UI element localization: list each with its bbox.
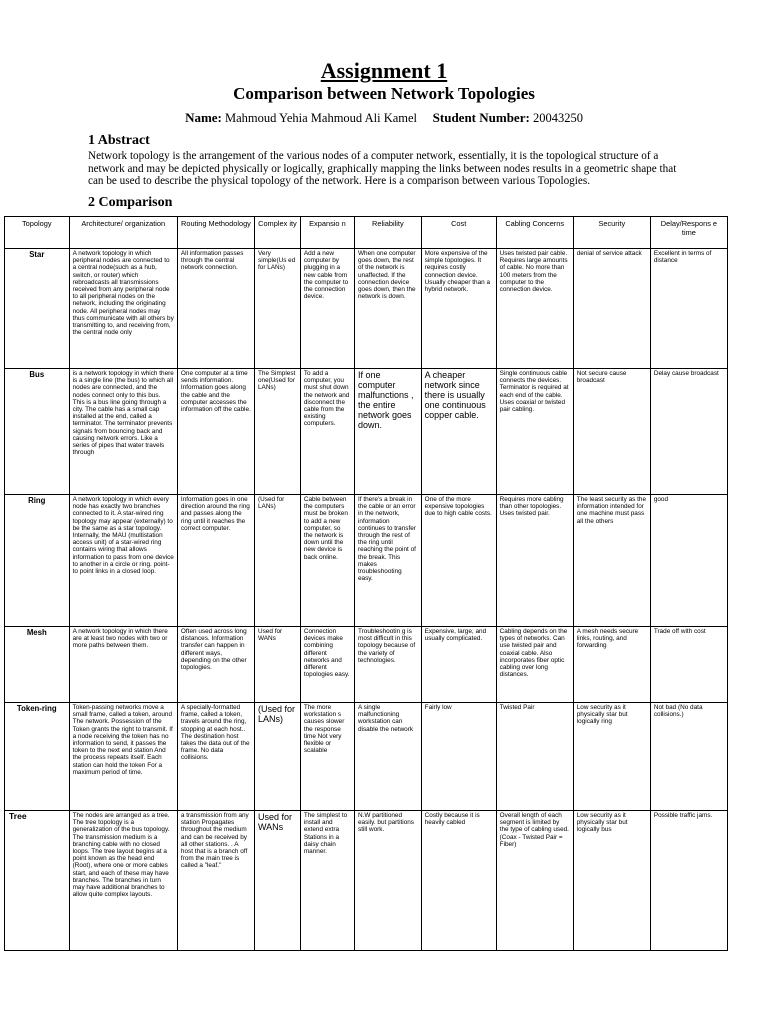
topology-cell: Ring [5, 495, 70, 627]
table-cell: Cable between the computers must be broken to add a new computer, so the network is down until the new device is back online. [300, 495, 354, 627]
table-cell: Very simple(Us ed for LANs) [255, 249, 301, 369]
table-header-row [5, 217, 728, 249]
table-cell: Not secure cause broadcast [573, 369, 650, 495]
table-cell: good [650, 495, 727, 627]
table-cell: A specially-formatted frame, called a token, travels around the ring, stopping at each host.. The destination host takes the data out of the frame. No data collisions. [177, 703, 254, 811]
table-cell: Connection devices make combining different networks and different topologies easy. [300, 627, 354, 703]
student-number-label: Student Number: [432, 110, 530, 125]
header-cell: Architecture/ organization [69, 217, 177, 249]
comparison-table [4, 216, 728, 951]
table-cell: The simplest to install and extend extra Stations in a daisy chain manner. [300, 811, 354, 951]
header-cell: Reliability [355, 217, 422, 249]
table-cell: Twisted Pair [496, 703, 573, 811]
table-row [5, 811, 728, 951]
name-label: Name: [185, 110, 222, 125]
table-cell: N.W partitioned easily. but partitions still work. [355, 811, 422, 951]
table-cell: When one computer goes down, the rest of the network is unaffected. If the connection device goes down, then the network is down. [355, 249, 422, 369]
table-cell: One computer at a time sends information. Information goes along the cable and the computer accesses the information off the cable. [177, 369, 254, 495]
table-cell: If one computer malfunctions , the entire network goes down. [355, 369, 422, 495]
table-cell: Excellent in terms of distance [650, 249, 727, 369]
table-cell: Costly because it is heavily cabled [421, 811, 496, 951]
table-cell: Overall length of each segment is limited by the type of cabling used. (Coax - Twisted Pair = Fiber) [496, 811, 573, 951]
table-cell: Single continuous cable connects the devices. Terminator is required at each end of the cable. Uses coaxial or twisted pair cabling. [496, 369, 573, 495]
table-cell: All information passes through the central network connection. [177, 249, 254, 369]
name-value: Mahmoud Yehia Mahmoud Ali Kamel [225, 111, 418, 125]
table-cell: Used for WANs [255, 627, 301, 703]
comparison-heading: 2 Comparison [88, 195, 173, 210]
student-number-value: 20043250 [532, 111, 583, 125]
student-info-line [0, 110, 768, 126]
table-cell: The Simplest one(Used for LANs) [255, 369, 301, 495]
table-cell: Low security as it physically star but logically bus [573, 811, 650, 951]
table-cell: To add a computer, you must shut down the network and disconnect the cable from the existing computers. [300, 369, 354, 495]
table-cell: Delay cause broadcast [650, 369, 727, 495]
header-cell: Topology [5, 217, 70, 249]
table-cell: Information goes in one direction around the ring and passes along the ring until it reaches the correct computer. [177, 495, 254, 627]
topology-cell: Token-ring [5, 703, 70, 811]
table-cell: Cabling depends on the types of networks. Can use twisted pair and coaxial cable. Also incorporates fiber optic cabling over long distances. [496, 627, 573, 703]
table-cell: Fairly low [421, 703, 496, 811]
table-cell: Add a new computer by plugging in a new cable from the computer to the connection device. [300, 249, 354, 369]
table-cell: The more workstation s causes slower the response time Not very flexible or scalable [300, 703, 354, 811]
topology-cell: Bus [5, 369, 70, 495]
header-cell: Complex ity [255, 217, 301, 249]
abstract-text: Network topology is the arrangement of the various nodes of a computer network, essentially, it is the topological structure of a network and may be depicted physically or logically, graphically mapping the links between nodes results in a geometric shape that can be used to describe the physical topology of the network. Here is a comparison between various Topologies. [88, 150, 677, 187]
topology-cell: Star [5, 249, 70, 369]
table-cell: denial of service attack [573, 249, 650, 369]
header-cell: Expansio n [300, 217, 354, 249]
table-cell: A cheaper network since there is usually one continuous copper cable. [421, 369, 496, 495]
topology-cell: Tree [5, 811, 70, 951]
abstract-heading: 1 Abstract [88, 133, 150, 148]
table-cell: is a network topology in which there is a single line (the bus) to which all nodes are connected, and the nodes connect only to this bus. This is a bus line going through a city. The cable has a small cap installed at the end, called a terminator. The terminator prevents signals from bouncing back and causing network errors. Like a series of pipes that water travels through [69, 369, 177, 495]
table-cell: The least security as the information intended for one machine must pass all the others [573, 495, 650, 627]
table-cell: a transmission from any station Propagates throughout the medium and can be received by all other stations. . A host that is a branch off from the main tree is called a "leaf." [177, 811, 254, 951]
table-cell: Trade off with cost [650, 627, 727, 703]
table-cell: Troubleshootin g is most difficult in this topology because of the variety of technologies. [355, 627, 422, 703]
table-cell: Used for WANs [255, 811, 301, 951]
header-cell: Routing Methodology [177, 217, 254, 249]
table-cell: Token-passing networks move a small frame, called a token, around The network. Possession of the Token grants the right to transmit. If a node receiving the token has no information to send, it passes the token to the next end station And the process repeats itself. Each station can hold the token For a maximum period of time. [69, 703, 177, 811]
table-row [5, 703, 728, 811]
table-row [5, 369, 728, 495]
table-cell: Often used across long distances. Information transfer can happen in different ways, depending on the other topologies. [177, 627, 254, 703]
table-cell: Requires more cabling than other topologies. Uses twisted pair. [496, 495, 573, 627]
table-cell: Not bad (No data collisions.) [650, 703, 727, 811]
table-cell: The nodes are arranged as a tree. The tree topology is a generalization of the bus topology. The transmission medium is a branching cable with no closed loops. The tree layout begins at a point known as the head end (Root), where one or more cables start, and each of these may have branches. The branches in turn may have additional branches to allow quite complex layouts. [69, 811, 177, 951]
table-row [5, 495, 728, 627]
table-cell: (Used for LANs) [255, 495, 301, 627]
table-cell: A mesh needs secure links, routing, and forwarding [573, 627, 650, 703]
topology-cell: Mesh [5, 627, 70, 703]
table-cell: A network topology in which peripheral nodes are connected to a central node(such as a hub, switch, or router) which rebroadcasts all transmissions received from any peripheral node to all peripheral nodes on the network, including the originating node. All peripheral nodes may thus communicate with all others by transmitting to, and receiving from, the central node only [69, 249, 177, 369]
header-cell: Delay/Respons e time [650, 217, 727, 249]
table-cell: One of the more expensive topologies due to high cable costs. [421, 495, 496, 627]
assignment-subtitle: Comparison between Network Topologies [233, 84, 535, 103]
header-cell: Security [573, 217, 650, 249]
table-cell: A network topology in which there are at least two nodes with two or more paths between them. [69, 627, 177, 703]
table-cell: A network topology in which every node has exactly two branches connected to it. A star-wired ring topology may appear (externally) to be the same as a star topology. Internally, the MAU (multistation access unit) of a star-wired ring contains wiring that allows information to pass from one device to another in a circle or ring. point-to point links in a closed loop. [69, 495, 177, 627]
table-cell: Expensive, large, and usually complicated. [421, 627, 496, 703]
table-cell: More expensive of the simple topologies. It requires costly connection device. Usually cheaper than a hybrid network. [421, 249, 496, 369]
table-row [5, 249, 728, 369]
header-cell: Cost [421, 217, 496, 249]
assignment-title: Assignment 1 [320, 58, 448, 83]
table-row [5, 627, 728, 703]
table-cell: Uses twisted pair cable. Requires large amounts of cable. No more than 100 meters from the computer to the connection device. [496, 249, 573, 369]
table-cell: A single malfunctioning workstation can disable the network [355, 703, 422, 811]
table-cell: (Used for LANs) [255, 703, 301, 811]
table-cell: Low security as it physically star but logically ring [573, 703, 650, 811]
header-cell: Cabling Concerns [496, 217, 573, 249]
table-cell: If there's a break in the cable or an error in the network, information continues to transfer through the rest of the ring until reaching the point of the break. This makes troubleshooting easy. [355, 495, 422, 627]
table-cell: Possible traffic jams. [650, 811, 727, 951]
